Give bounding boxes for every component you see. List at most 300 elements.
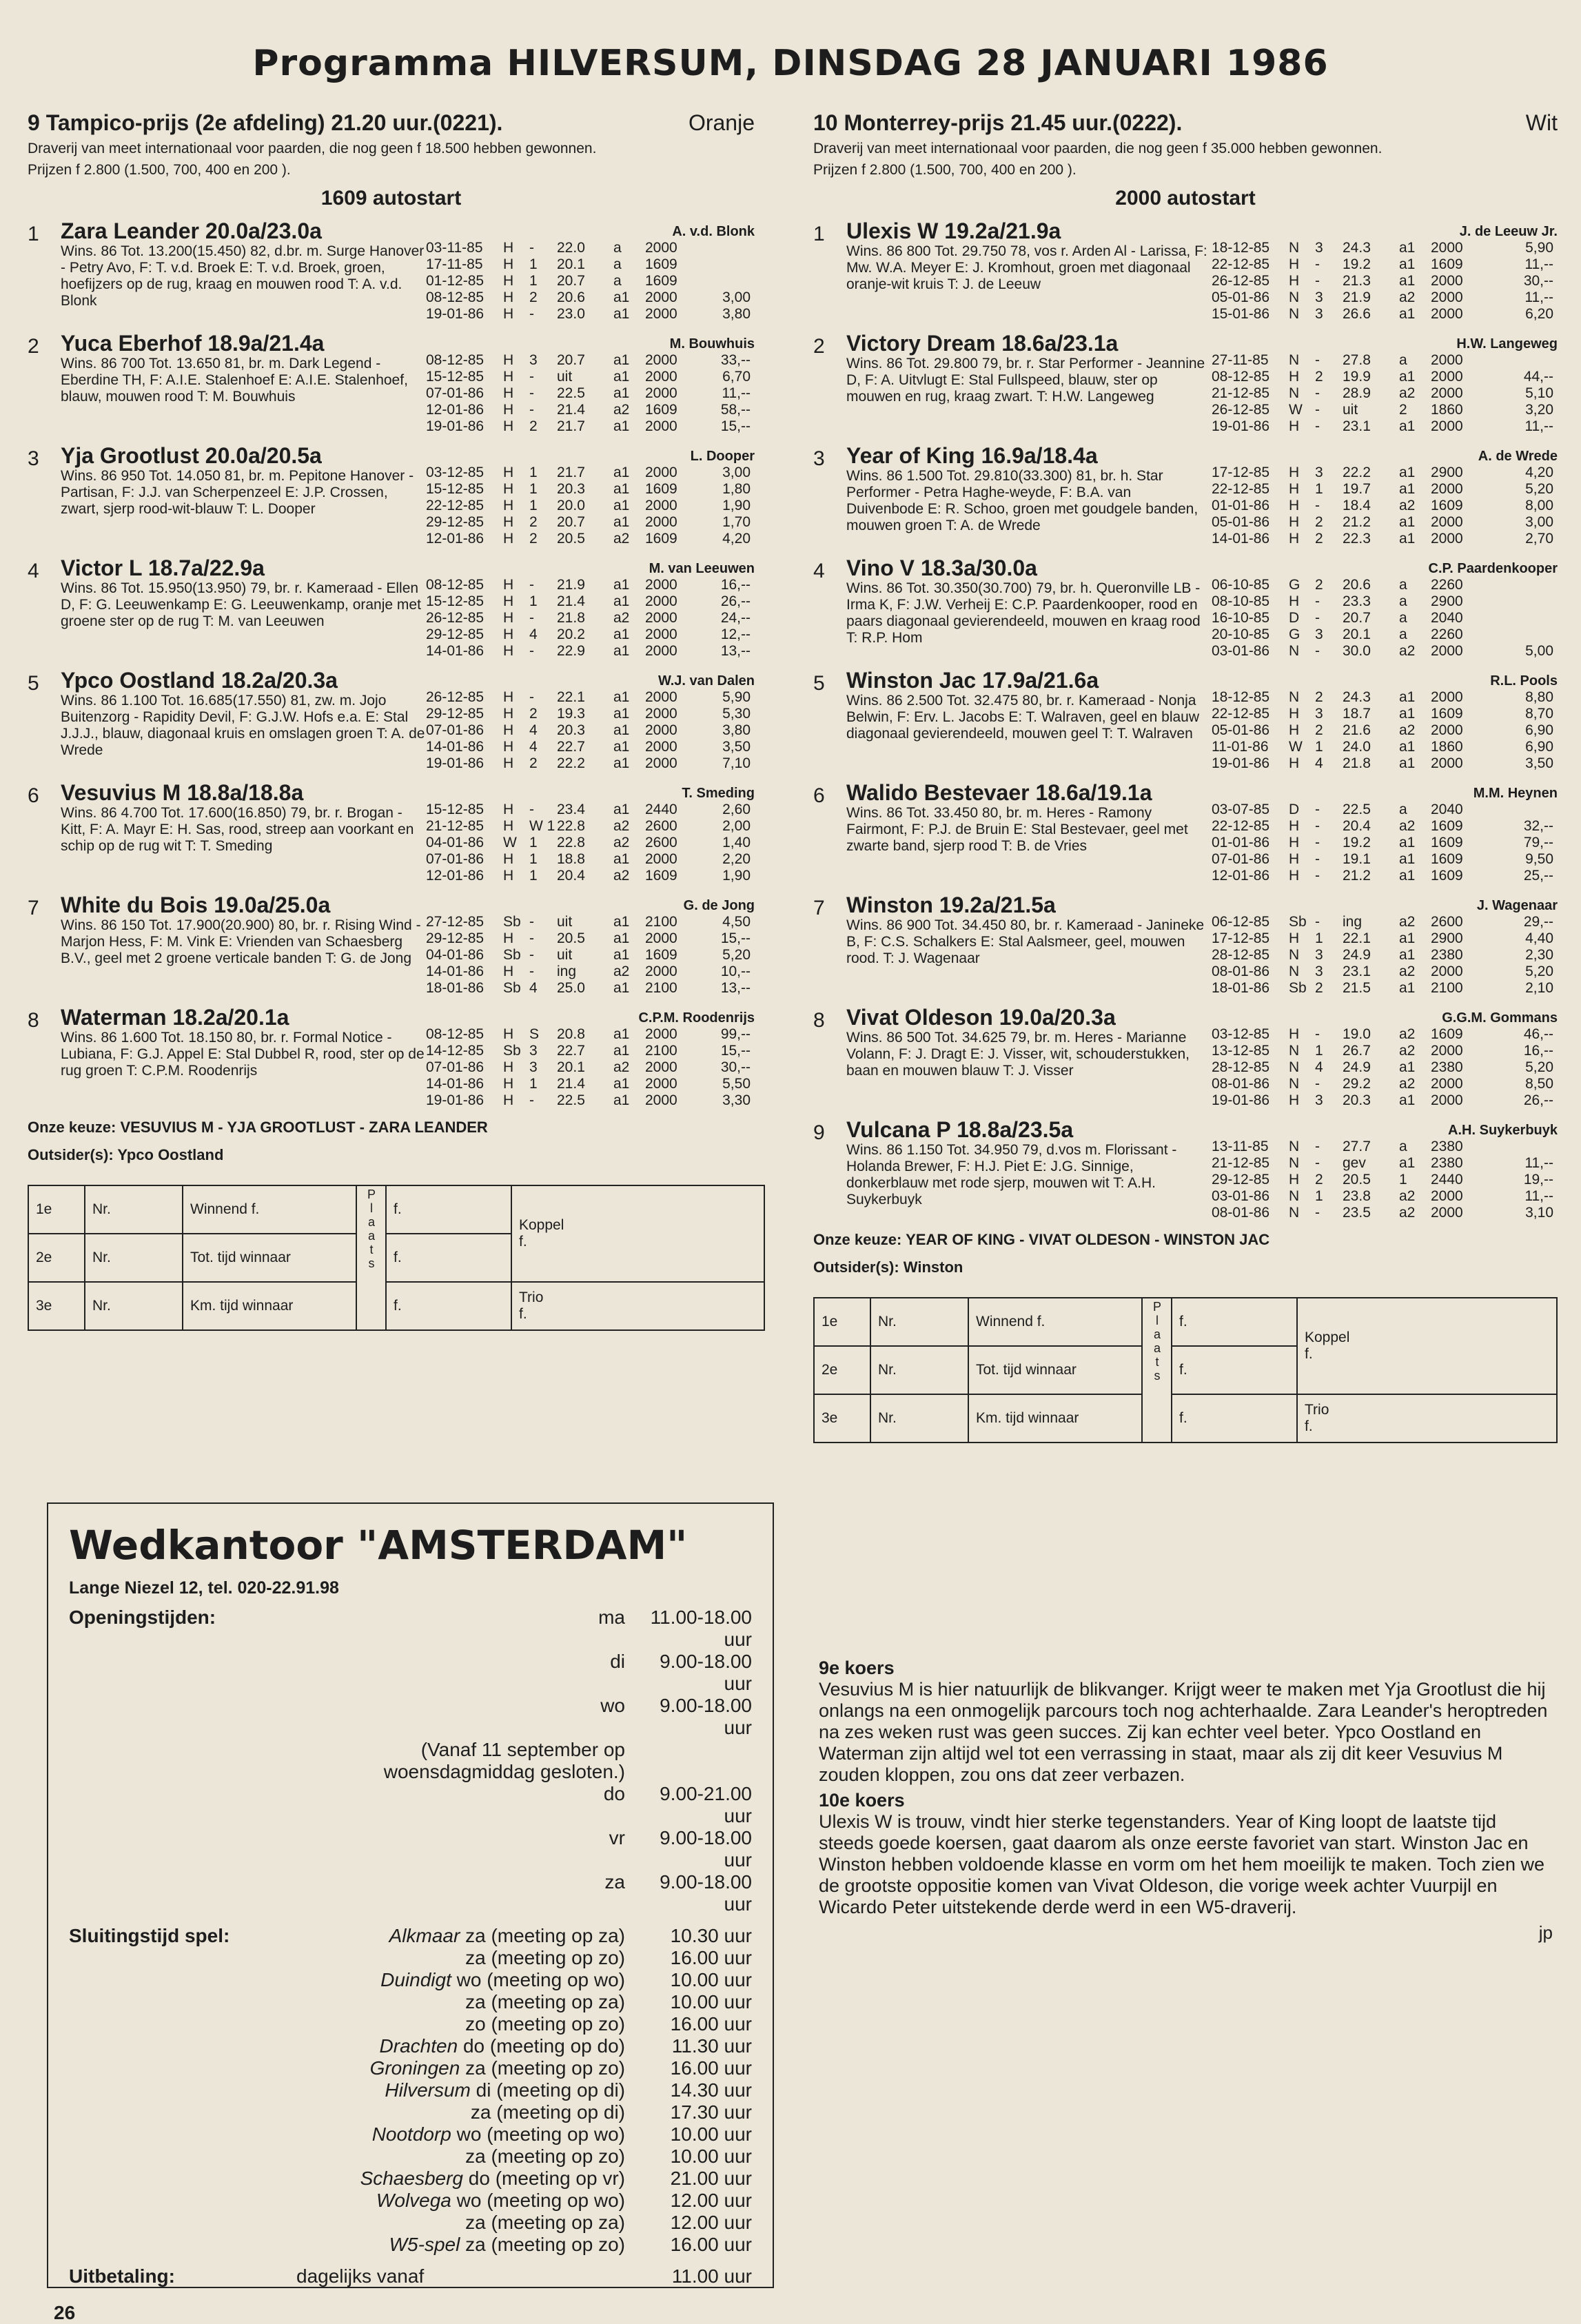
result-row: [1212, 739, 1558, 755]
result-cell: 08-10-85: [1212, 593, 1270, 609]
result-cell: 1609: [1431, 868, 1463, 884]
result-cell: a1: [1399, 689, 1416, 705]
result-cell: H: [1289, 498, 1300, 513]
horse-entry: [28, 218, 755, 323]
closing-meeting: do (meeting op do): [462, 2035, 625, 2057]
horse-details: Wins. 86 950 Tot. 14.050 81, br. m. Pepitone Hanover - Partisan, F: J.J. van Scherpenzeel E: J.P. Crossen, zwart, sjerp rood-wit-blauw T: L. Dooper: [61, 468, 414, 517]
result-cell: 20.4: [557, 868, 585, 884]
result-cell: 2000: [645, 689, 677, 705]
result-cell: 28-12-85: [1212, 1059, 1270, 1075]
result-cell: H: [1289, 706, 1300, 722]
horse-form: [426, 443, 755, 547]
result-cell: a2: [613, 402, 630, 418]
result-cell: 2: [1315, 514, 1323, 530]
result-cell: W 1: [529, 818, 555, 834]
result-cell: N: [1289, 1155, 1300, 1171]
result-cell: -: [1315, 273, 1320, 289]
result-cell: 2000: [1431, 689, 1463, 705]
result-cell: -: [529, 802, 534, 817]
our-choice: Onze keuze: YEAR OF KING - VIVAT OLDESON - WINSTON JAC: [813, 1231, 1270, 1248]
result-cell: 2600: [645, 818, 677, 834]
result-cell: 3: [1315, 306, 1323, 322]
result-cell: 2: [1315, 689, 1323, 705]
result-cell: 1609: [1431, 835, 1463, 850]
result-cell: 9,50: [1525, 851, 1553, 867]
result-cell: 2,70: [1525, 531, 1553, 547]
trio-label: Trio: [519, 1290, 544, 1305]
horse-details: Wins. 86 1.150 Tot. 34.950 79, d.vos m. Florissant - Holanda Brewer, F: H.J. Piet E: J.G. Sinnige, donkerblauw met rode sjerp, mouwen wit T: A.H. Suykerbuyk: [846, 1142, 1177, 1207]
closing-day: [296, 2145, 635, 2168]
result-cell: 22-12-85: [426, 498, 484, 513]
opening-day: ma: [598, 1607, 625, 1628]
result-cell: 22.8: [557, 835, 585, 850]
result-cell: 2,60: [722, 802, 751, 817]
result-cell: 20.1: [557, 1059, 585, 1075]
result-cell: 22-12-85: [1212, 256, 1270, 272]
result-cell: a1: [1399, 514, 1416, 530]
result-cell: -: [1315, 835, 1320, 850]
result-cell: 20.3: [557, 722, 585, 738]
result-cell: H: [1289, 256, 1300, 272]
trainer-name: M. Bouwhuis: [669, 336, 755, 351]
result-cell: 3,10: [1525, 1205, 1553, 1221]
result-cell: 15-12-85: [426, 593, 484, 609]
horse-entry: [28, 668, 755, 772]
result-cell: 2000: [645, 352, 677, 368]
result-cell: a1: [613, 289, 630, 305]
result-cell: 21.4: [557, 593, 585, 609]
result-cell: H: [503, 352, 514, 368]
label-cell: Winnend f.: [183, 1185, 356, 1234]
result-cell: 13,--: [720, 643, 751, 659]
opening-label: [69, 1783, 296, 1827]
result-cell: 2: [529, 706, 538, 722]
result-cell: 20.8: [557, 1026, 585, 1042]
result-cell: a1: [1399, 481, 1416, 497]
closing-label: [69, 1991, 296, 2013]
result-cell: 15-12-85: [426, 802, 484, 817]
closing-day: [296, 2234, 635, 2256]
result-cell: uit: [1343, 402, 1358, 418]
result-cell: 13-12-85: [1212, 1043, 1270, 1059]
closing-time: 10.00 uur: [670, 2145, 752, 2167]
closing-time: 16.00 uur: [670, 2013, 752, 2035]
result-cell: 1: [1315, 1188, 1323, 1204]
result-cell: -: [529, 1092, 534, 1108]
result-cell: H: [1289, 851, 1300, 867]
closing-day: [296, 2079, 635, 2101]
horse-form: [426, 668, 755, 772]
result-cell: N: [1289, 306, 1300, 322]
result-cell: H: [503, 851, 514, 867]
closing-time: 10.00 uur: [670, 2123, 752, 2145]
horse-form: [1212, 331, 1558, 435]
result-cell: a2: [1399, 1188, 1416, 1204]
result-cell: 2000: [645, 465, 677, 480]
opening-time: [635, 1739, 752, 1783]
result-cell: 22.8: [557, 818, 585, 834]
result-cell: 2: [1315, 722, 1323, 738]
result-cell: 2000: [645, 289, 677, 305]
result-cell: a1: [613, 1026, 630, 1042]
plaats-column-label: Plaats: [1142, 1298, 1172, 1443]
result-row: [1212, 531, 1558, 547]
race-10-column: [813, 110, 1558, 1443]
result-row: [426, 577, 755, 593]
result-row: [1212, 626, 1558, 643]
result-row: [1212, 980, 1558, 997]
result-cell: H: [503, 306, 514, 322]
result-cell: [693, 273, 755, 289]
result-cell: -: [1315, 643, 1320, 659]
horse-name: Ypco Oostland 18.2a/20.3a: [61, 668, 338, 693]
result-cell: a1: [1399, 531, 1416, 547]
result-cell: 2260: [1431, 626, 1463, 642]
trainer-name: A. v.d. Blonk: [672, 224, 755, 239]
result-row: [1212, 465, 1558, 481]
result-cell: 2000: [645, 706, 677, 722]
result-cell: 2000: [645, 610, 677, 626]
result-cell: 29-12-85: [426, 626, 484, 642]
horse-form: [426, 893, 755, 997]
result-cell: 19.1: [1343, 851, 1371, 867]
result-row: [1212, 418, 1558, 435]
result-row: [1212, 1026, 1558, 1043]
horse-info: [61, 218, 426, 323]
closing-place: Wolvega: [376, 2190, 451, 2211]
result-cell: -: [1315, 802, 1320, 817]
nr-cell[interactable]: Nr.: [870, 1298, 968, 1346]
trio-cell[interactable]: [1297, 1394, 1557, 1443]
result-cell: N: [1289, 385, 1300, 401]
closing-label: Sluitingstijd spel:: [69, 1925, 230, 1946]
results-list: [426, 352, 755, 435]
result-cell: 29,--: [1523, 914, 1553, 930]
closing-time: 21.00 uur: [670, 2168, 752, 2189]
result-cell: 3: [1315, 1092, 1323, 1108]
result-cell: 24.3: [1343, 240, 1371, 256]
result-row: [1212, 1188, 1558, 1205]
koppel-cell[interactable]: [1297, 1298, 1557, 1394]
closing-meeting: za (meeting op zo): [465, 1947, 625, 1968]
closing-day: [296, 2057, 635, 2079]
result-cell: 26-12-85: [426, 610, 484, 626]
result-cell: 11,--: [1524, 418, 1553, 434]
result-cell: 2000: [645, 722, 677, 738]
closing-time: 10.00 uur: [670, 1991, 752, 2012]
result-cell: H: [503, 1076, 514, 1092]
horse-number: 9: [813, 1121, 825, 1144]
result-row: [1212, 481, 1558, 498]
result-cell: 14-01-86: [426, 643, 484, 659]
closing-day: [296, 1991, 635, 2013]
result-cell: 2000: [645, 1059, 677, 1075]
result-cell: 22.0: [557, 240, 585, 256]
result-cell: a2: [1399, 1076, 1416, 1092]
result-cell: 22.2: [557, 755, 585, 771]
koppel-cell[interactable]: [511, 1185, 764, 1282]
result-cell: 16,--: [720, 577, 751, 593]
opening-row: [69, 1695, 752, 1739]
opening-hours: [69, 1607, 752, 1915]
commentary: [819, 1658, 1553, 1944]
place-cell: 1e: [28, 1185, 85, 1234]
result-row: [426, 947, 755, 964]
result-cell: 18.4: [1343, 498, 1371, 513]
result-cell: 20.7: [557, 352, 585, 368]
closing-row: [69, 2035, 752, 2057]
result-row: [1212, 1205, 1558, 1221]
result-cell: 29-12-85: [426, 514, 484, 530]
result-cell: 21.9: [557, 577, 585, 593]
result-cell: H: [503, 643, 514, 659]
result-cell: 29.2: [1343, 1076, 1371, 1092]
closing-time: 11.30 uur: [671, 2035, 752, 2057]
nr-cell[interactable]: Nr.: [870, 1346, 968, 1394]
results-list: [426, 1026, 755, 1109]
closing-meeting: wo (meeting op wo): [456, 2123, 625, 2145]
result-cell: 26-12-85: [426, 689, 484, 705]
result-cell: -: [529, 306, 534, 322]
horse-number: 7: [28, 897, 39, 919]
horse-details: Wins. 86 500 Tot. 34.625 79, br. m. Heres - Marianne Volann, F: J. Dragt E: J. Visser, wit, schouderstukken, baan en mouwen blauw T: J. Visser: [846, 1030, 1190, 1079]
result-row: [1212, 1076, 1558, 1092]
results-list: [1212, 577, 1558, 660]
f-cell[interactable]: f.: [386, 1282, 511, 1330]
result-cell: a1: [613, 930, 630, 946]
label-cell: Winnend f.: [968, 1298, 1142, 1346]
result-cell: 15-12-85: [426, 481, 484, 497]
closing-label: [69, 2079, 296, 2101]
opening-time: 9.00-18.00 uur: [660, 1871, 752, 1915]
result-cell: 6,90: [1525, 739, 1553, 755]
result-cell: -: [529, 689, 534, 705]
result-cell: 3: [1315, 964, 1323, 979]
result-row: [426, 706, 755, 722]
result-cell: a: [613, 240, 622, 256]
result-cell: -: [529, 402, 534, 418]
result-cell: 08-01-86: [1212, 964, 1270, 979]
horse-number: 4: [813, 560, 825, 582]
result-row: [426, 851, 755, 868]
trainer-name: C.P.M. Roodenrijs: [638, 1010, 755, 1026]
result-cell: 08-12-85: [426, 1026, 484, 1042]
result-cell: 12-01-86: [426, 402, 484, 418]
place-cell: 3e: [28, 1282, 85, 1330]
outsiders: Outsider(s): Winston: [813, 1258, 963, 1276]
horse-number: 1: [28, 223, 39, 245]
result-cell: 2000: [645, 739, 677, 755]
result-cell: H: [503, 465, 514, 480]
horse-form: [1212, 443, 1558, 547]
result-cell: a1: [613, 385, 630, 401]
f-cell[interactable]: f.: [1172, 1394, 1297, 1443]
result-cell: 2040: [1431, 802, 1463, 817]
closing-meeting: di (meeting op di): [476, 2079, 625, 2101]
horse-name: White du Bois 19.0a/25.0a: [61, 893, 331, 917]
result-cell: N: [1289, 1076, 1300, 1092]
result-cell: 3,00: [722, 289, 751, 305]
result-cell: a1: [613, 514, 630, 530]
result-cell: 2,20: [722, 851, 751, 867]
outsiders: Outsider(s): Ypco Oostland: [28, 1146, 224, 1163]
result-cell: 5,20: [1525, 1059, 1553, 1075]
result-cell: 19-01-86: [426, 418, 484, 434]
plaats-column-label: Plaats: [356, 1185, 386, 1330]
results-list: [426, 240, 755, 323]
race-9-column: [28, 110, 755, 1331]
result-cell: N: [1289, 1043, 1300, 1059]
result-cell: 05-01-86: [1212, 722, 1270, 738]
result-cell: [1479, 626, 1558, 643]
result-cell: 21.2: [1343, 868, 1371, 884]
result-cell: -: [1315, 1076, 1320, 1092]
result-row: [1212, 577, 1558, 593]
result-cell: gev: [1343, 1155, 1366, 1171]
result-cell: 07-01-86: [1212, 851, 1270, 867]
result-row: [426, 306, 755, 323]
nr-cell[interactable]: Nr.: [85, 1282, 183, 1330]
result-cell: D: [1289, 610, 1300, 626]
result-cell: 22-12-85: [1212, 818, 1270, 834]
closing-row: [69, 2101, 752, 2123]
nr-cell[interactable]: Nr.: [85, 1185, 183, 1234]
result-cell: W: [503, 835, 517, 850]
result-row: [1212, 352, 1558, 369]
our-choice: Onze keuze: VESUVIUS M - YJA GROOTLUST - ZARA LEANDER: [28, 1119, 488, 1136]
result-cell: H: [503, 593, 514, 609]
nr-cell[interactable]: Nr.: [870, 1394, 968, 1443]
result-cell: 03-11-85: [426, 240, 483, 256]
closing-place: Alkmaar: [389, 1925, 460, 1946]
result-cell: 1,90: [722, 868, 751, 884]
uitbetaling-label: Uitbetaling:: [69, 2265, 175, 2287]
result-cell: 11,--: [1524, 1155, 1553, 1171]
closing-label: [69, 2101, 296, 2123]
comment-heading-10: 10e koers: [819, 1790, 905, 1811]
result-cell: 20.5: [1343, 1172, 1371, 1188]
result-cell: 6,20: [1525, 306, 1553, 322]
result-cell: 2000: [1431, 1076, 1463, 1092]
result-row: [1212, 369, 1558, 385]
result-row: [426, 930, 755, 947]
result-cell: 2000: [1431, 289, 1463, 305]
results-list: [426, 577, 755, 660]
result-cell: 07-01-86: [426, 385, 484, 401]
result-cell: a2: [1399, 643, 1416, 659]
horse-number: 4: [28, 560, 39, 582]
result-cell: 20.1: [557, 256, 585, 272]
closing-meeting: za (meeting op za): [465, 1991, 625, 2012]
result-cell: 22-12-85: [1212, 481, 1270, 497]
horse-info: [846, 218, 1212, 323]
autostart-label: 2000 autostart: [1115, 187, 1256, 210]
f-cell[interactable]: f.: [1172, 1298, 1297, 1346]
result-cell: 23.5: [1343, 1205, 1371, 1221]
result-cell: 14-01-86: [1212, 531, 1270, 547]
result-cell: 2000: [1431, 1092, 1463, 1108]
result-cell: 2000: [645, 930, 677, 946]
f-cell[interactable]: f.: [386, 1185, 511, 1234]
result-cell: 03-07-85: [1212, 802, 1270, 817]
horse-form: [426, 218, 755, 323]
result-cell: a1: [613, 352, 630, 368]
opening-label: [69, 1739, 296, 1783]
autostart-label: 1609 autostart: [320, 187, 462, 210]
result-cell: 2380: [1431, 1139, 1463, 1154]
result-row: [426, 980, 755, 997]
result-cell: 2: [529, 514, 538, 530]
result-cell: 21.5: [1343, 980, 1371, 996]
result-cell: H: [503, 739, 514, 755]
result-cell: 19-01-86: [426, 755, 484, 771]
result-row: [426, 418, 755, 435]
result-cell: a: [1399, 593, 1407, 609]
result-cell: a2: [613, 1059, 630, 1075]
result-row: [426, 722, 755, 739]
nr-cell[interactable]: Nr.: [85, 1234, 183, 1282]
result-cell: 5,00: [1525, 643, 1553, 659]
result-cell: 20.7: [557, 273, 585, 289]
closing-day: [296, 2013, 635, 2035]
result-cell: 1,90: [722, 498, 751, 513]
result-cell: 2380: [1431, 947, 1463, 963]
results-list: [1212, 352, 1558, 435]
trio-cell[interactable]: [511, 1282, 764, 1330]
result-cell: 20.7: [1343, 610, 1371, 626]
horse-name: Winston Jac 17.9a/21.6a: [846, 668, 1099, 693]
closing-row: [69, 2168, 752, 2190]
closing-day: [296, 2168, 635, 2190]
result-cell: 2000: [1431, 1043, 1463, 1059]
f-cell[interactable]: f.: [386, 1234, 511, 1282]
result-cell: 04-01-86: [426, 835, 484, 850]
result-cell: G: [1289, 577, 1300, 593]
result-cell: 19-01-86: [1212, 755, 1270, 771]
result-cell: a2: [1399, 722, 1416, 738]
result-row: [1212, 802, 1558, 818]
result-cell: H: [1289, 1026, 1300, 1042]
result-cell: H: [503, 531, 514, 547]
result-cell: H: [1289, 818, 1300, 834]
result-cell: S: [529, 1026, 540, 1042]
horse-entry: [28, 893, 755, 997]
result-cell: 2100: [1431, 980, 1463, 996]
result-cell: a2: [1399, 385, 1416, 401]
result-row: [1212, 385, 1558, 402]
result-cell: a1: [613, 706, 630, 722]
horse-entry: [28, 555, 755, 660]
horse-number: 8: [813, 1009, 825, 1032]
result-cell: a2: [1399, 914, 1416, 930]
horse-number: 8: [28, 1009, 39, 1032]
result-cell: a: [1399, 610, 1407, 626]
horse-info: [846, 331, 1212, 435]
horse-form: [1212, 1005, 1558, 1109]
result-cell: 26,--: [1523, 1092, 1553, 1108]
result-cell: 7,10: [722, 755, 751, 771]
result-cell: H: [503, 930, 514, 946]
result-cell: 10,--: [720, 964, 751, 979]
result-cell: a2: [1399, 964, 1416, 979]
result-cell: a: [1399, 626, 1407, 642]
result-cell: -: [1315, 1205, 1320, 1221]
closing-label: [69, 1969, 296, 1991]
result-cell: 01-01-86: [1212, 835, 1270, 850]
opening-day: za: [604, 1871, 625, 1893]
f-cell[interactable]: f.: [1172, 1346, 1297, 1394]
result-cell: 18.8: [557, 851, 585, 867]
